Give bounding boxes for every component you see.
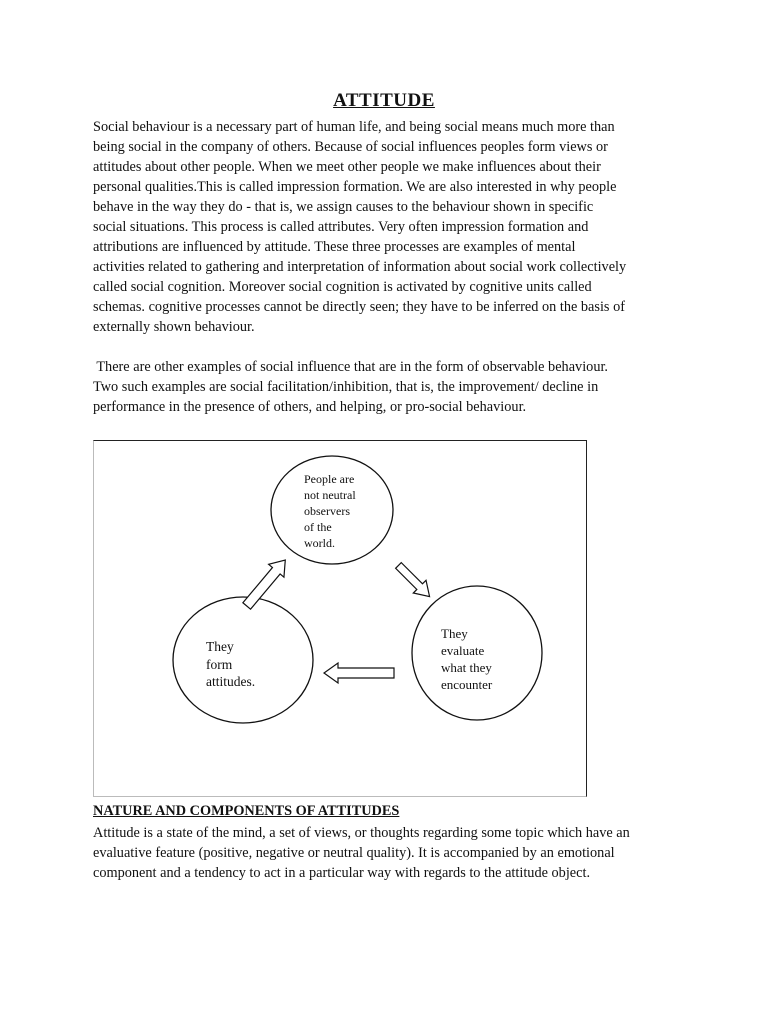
node-line: They xyxy=(206,639,234,654)
node-right-label xyxy=(441,625,492,693)
paragraph-line: component and a tendency to act in a particular way with regards to the attitude object. xyxy=(93,865,591,881)
paragraph-line: attitudes about other people. When we meet other people we make influences about their xyxy=(93,159,601,175)
node-line: People are xyxy=(304,472,355,486)
paragraph-line: evaluative feature (positive, negative or neutral quality). It is accompanied by an emotional xyxy=(93,845,615,861)
arrow-top-to-right xyxy=(392,559,436,603)
nature-paragraph xyxy=(93,823,693,883)
paragraph-line: personal qualities.This is called impression formation. We are also interested in why people xyxy=(93,179,617,195)
node-line: evaluate xyxy=(441,643,485,658)
paragraph-line: There are other examples of social influence that are in the form of observable behaviour. xyxy=(93,359,609,375)
node-line: encounter xyxy=(441,677,493,692)
node-line: not neutral xyxy=(304,488,356,502)
node-line: attitudes. xyxy=(206,674,256,689)
node-line: form xyxy=(206,656,233,672)
page-title: ATTITUDE xyxy=(333,90,435,111)
paragraph-line: activities related to gathering and interpretation of information about social work collectively xyxy=(93,259,627,275)
paragraph-line: behave in the way they do - that is, we assign causes to the behaviour shown in specific xyxy=(93,199,594,215)
node-line: of the xyxy=(304,520,332,534)
paragraph-line: schemas. cognitive processes cannot be directly seen; they have to be inferred on the basis of xyxy=(93,299,625,315)
node-line: observers xyxy=(304,504,350,518)
node-left-label xyxy=(206,638,255,691)
paragraph-line: called social cognition. Moreover social cognition is activated by cognitive units called xyxy=(93,279,592,295)
node-top-label xyxy=(304,471,356,551)
node-line: They xyxy=(441,626,468,641)
paragraph-line: Social behaviour is a necessary part of human life, and being social means much more than xyxy=(93,119,615,135)
arrow-left-to-top xyxy=(239,554,293,613)
attitude-cycle-diagram xyxy=(93,440,587,797)
arrow-right-to-left xyxy=(324,663,394,683)
node-line: world. xyxy=(304,536,335,550)
paragraph-line: Attitude is a state of the mind, a set of views, or thoughts regarding some topic which have an xyxy=(93,825,630,841)
paragraph-line: performance in the presence of others, and helping, or pro-social behaviour. xyxy=(93,399,527,415)
paragraph-line: social situations. This process is called attributes. Very often impression formation and xyxy=(93,219,589,235)
section-heading: NATURE AND COMPONENTS OF ATTITUDES xyxy=(93,803,400,819)
paragraph-line: Two such examples are social facilitation/inhibition, that is, the improvement/ decline in xyxy=(93,379,599,395)
paragraph-line: externally shown behaviour. xyxy=(93,319,255,335)
social-influence-paragraph xyxy=(93,357,693,417)
paragraph-line: being social in the company of others. Because of social influences peoples form views or xyxy=(93,139,608,155)
node-line: what they xyxy=(441,660,492,675)
paragraph-line: attributions are influenced by attitude. These three processes are examples of mental xyxy=(93,239,576,255)
intro-paragraph xyxy=(93,117,693,337)
